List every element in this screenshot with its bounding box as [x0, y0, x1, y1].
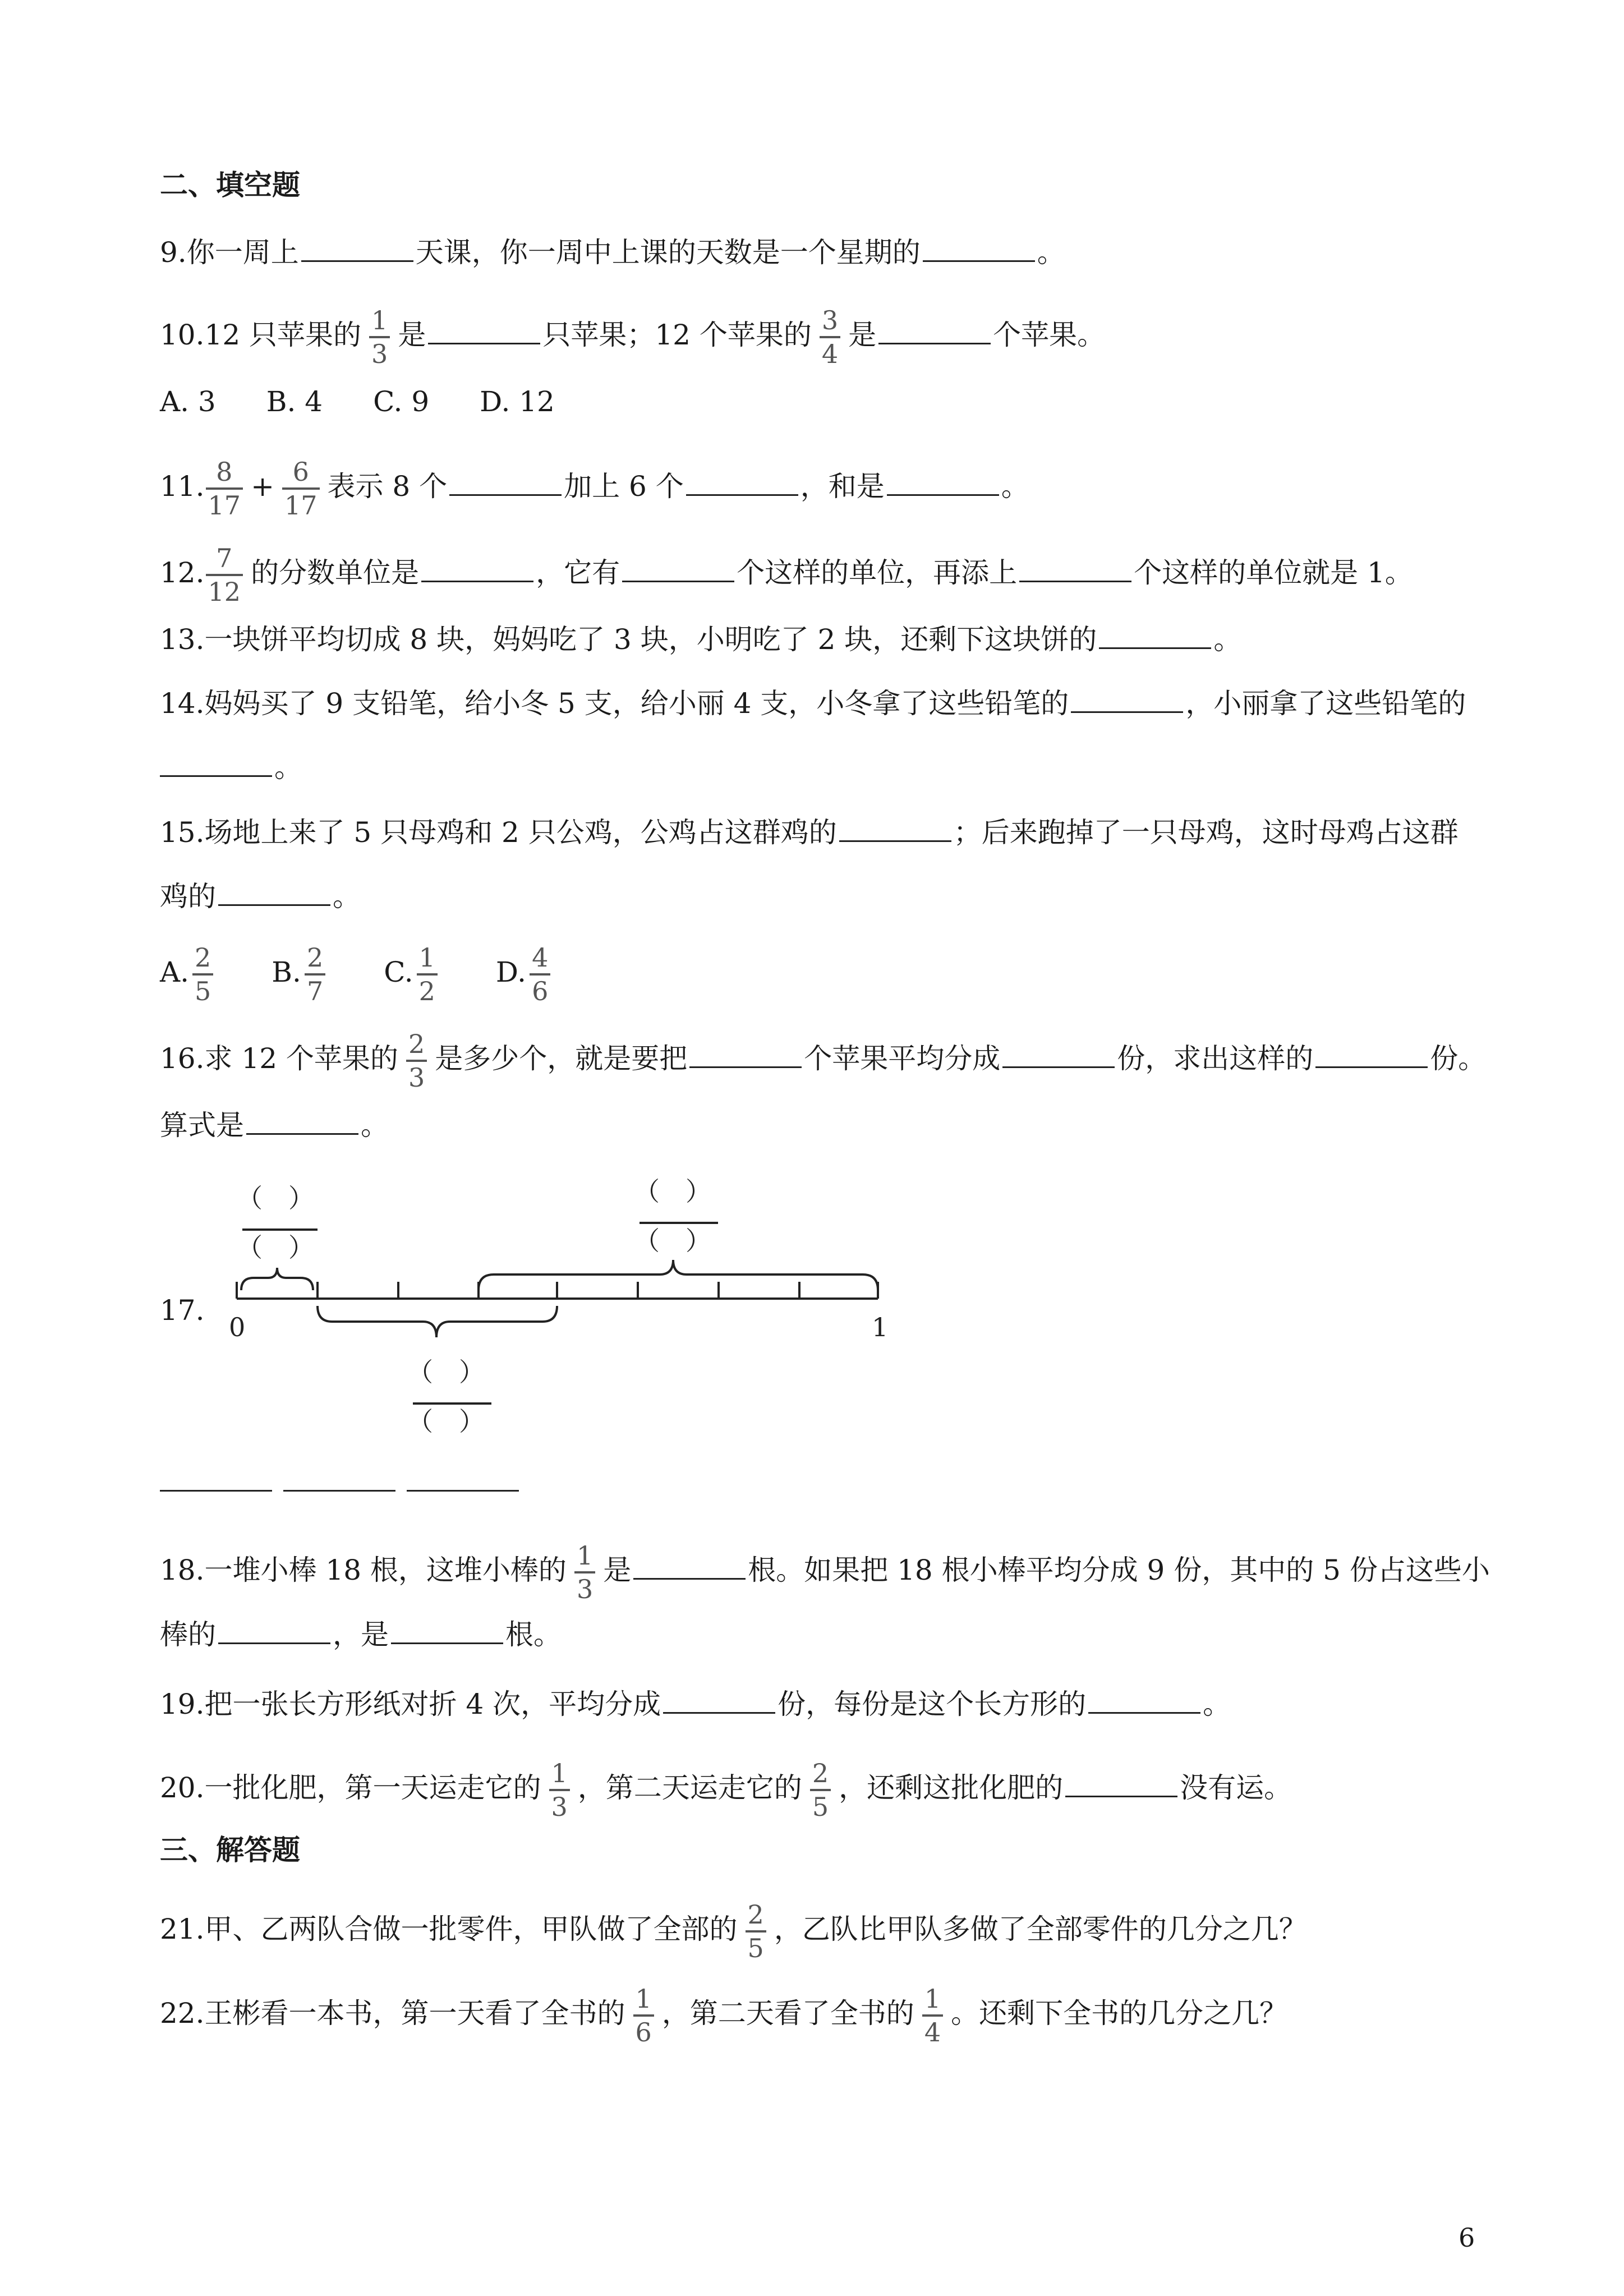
paren-numerator: （ ） — [634, 1176, 711, 1207]
q21-text-a: 21.甲、乙两队合做一批零件，甲队做了全部的 — [160, 1913, 738, 1945]
axis-label-one: 1 — [872, 1312, 889, 1342]
option-b — [272, 942, 333, 1006]
q9-text-b: 天课，你一周中上课的天数是一个星期的 — [415, 236, 921, 269]
answer-blank[interactable] — [689, 1041, 802, 1068]
answer-blank[interactable] — [301, 234, 413, 262]
q11-text-a: 11. — [160, 470, 205, 503]
option-c: C. 9 — [373, 385, 430, 418]
q12-text-b: 的分数单位是 — [251, 556, 420, 589]
fraction — [282, 457, 320, 521]
paren-denominator: （ ） — [407, 1406, 485, 1437]
q19-text-c: 。 — [1203, 1688, 1231, 1720]
q12-text-d: 个这样的单位，再添上 — [737, 556, 1018, 589]
denominator: 3 — [408, 1062, 425, 1093]
answer-blank[interactable] — [633, 1552, 746, 1580]
q20-text-a: 20.一批化肥，第一天运走它的 — [160, 1772, 541, 1804]
plus-sign: + — [251, 470, 274, 503]
q18-text-a: 18.一堆小棒 18 根，这堆小棒的 — [160, 1554, 567, 1586]
denominator: 12 — [208, 577, 241, 607]
denominator: 4 — [924, 2017, 941, 2047]
question-20 — [160, 1760, 1484, 1820]
q13-text-b: 。 — [1213, 623, 1242, 656]
q15-text-c: 鸡的 — [160, 880, 216, 913]
numerator: 1 — [576, 1540, 594, 1571]
denominator: 2 — [418, 976, 435, 1006]
q10-text-e: 个苹果。 — [993, 319, 1106, 351]
answer-blank[interactable] — [1002, 1041, 1115, 1068]
numerator: 2 — [408, 1029, 425, 1059]
option-a — [160, 942, 221, 1006]
q21-text-b: ，乙队比甲队多做了全部零件的几分之几？ — [774, 1913, 1307, 1945]
q16-text-a: 16.求 12 个苹果的 — [160, 1042, 398, 1075]
fraction-bar — [305, 973, 325, 976]
fraction-bar — [922, 2014, 943, 2017]
option-label: C. — [384, 956, 413, 988]
denominator: 6 — [635, 2017, 652, 2047]
fraction-bar — [206, 574, 243, 576]
q10-text-d: 是 — [848, 319, 877, 351]
q11-text-d: ，和是 — [800, 470, 885, 503]
fraction-bar — [820, 336, 840, 338]
question-11 — [160, 457, 1484, 521]
fraction — [192, 942, 213, 1006]
fraction-bar — [530, 973, 550, 976]
option-a: A. 3 — [160, 385, 216, 418]
answer-blank[interactable] — [421, 555, 533, 582]
question-15 — [160, 815, 1484, 849]
fraction — [922, 1986, 943, 2045]
q14-text-b: ，小丽拿了这些铅笔的 — [1185, 687, 1466, 720]
numerator: 1 — [418, 942, 435, 973]
fraction — [810, 1760, 831, 1820]
numerator: 3 — [821, 305, 839, 335]
denominator: 3 — [371, 339, 388, 369]
answer-blank[interactable] — [1315, 1041, 1428, 1068]
answer-blank[interactable] — [1071, 685, 1183, 713]
numerator: 2 — [306, 942, 324, 973]
q19-text-a: 19.把一张长方形纸对折 4 次，平均分成 — [160, 1688, 661, 1720]
q12-text-a: 12. — [160, 556, 205, 589]
question-15-cont — [160, 878, 1484, 913]
answer-blank[interactable] — [1019, 555, 1131, 582]
option-label: B. — [272, 956, 301, 988]
question-17-answers — [160, 1464, 1484, 1499]
q22-text-b: ，第二天看了全书的 — [661, 1997, 914, 2030]
numerator: 1 — [371, 305, 388, 335]
numerator: 6 — [292, 457, 309, 487]
answer-blank[interactable] — [218, 878, 330, 906]
option-d: D. 12 — [480, 385, 555, 418]
q16-text-d: 份，求出这样的 — [1117, 1042, 1314, 1075]
fraction-bar — [406, 1060, 427, 1062]
answer-blank[interactable] — [246, 1107, 358, 1135]
denominator: 17 — [284, 490, 318, 521]
answer-blank[interactable] — [923, 234, 1035, 262]
fraction — [417, 942, 438, 1006]
q22-text-a: 22.王彬看一本书，第一天看了全书的 — [160, 1997, 625, 2030]
option-b: B. 4 — [266, 385, 323, 418]
paren-denominator: （ ） — [237, 1232, 314, 1263]
question-17-label: 17. — [160, 1294, 205, 1327]
question-14 — [160, 685, 1484, 720]
numerator: 2 — [747, 1899, 764, 1930]
fraction — [574, 1540, 595, 1604]
q15-text-b: ；后来跑掉了一只母鸡，这时母鸡占这群 — [953, 816, 1459, 849]
option-c — [384, 942, 445, 1006]
question-18-cont — [160, 1617, 1484, 1651]
q18-text-b: 是 — [603, 1554, 632, 1586]
answer-blank[interactable] — [663, 1686, 775, 1714]
question-16 — [160, 1029, 1487, 1093]
q15-text-d: 。 — [333, 880, 361, 913]
numerator: 7 — [216, 543, 233, 573]
question-16-cont — [160, 1107, 1484, 1142]
answer-blank[interactable] — [1065, 1770, 1177, 1797]
denominator: 5 — [195, 976, 211, 1006]
fraction-bar — [192, 973, 213, 976]
question-10-options — [160, 385, 1484, 418]
q11-text-b: 表示 8 个 — [327, 470, 448, 503]
section-heading-fill-blank: 二、填空题 — [160, 169, 300, 201]
q20-text-c: ，还剩这批化肥的 — [839, 1772, 1064, 1804]
answer-blank[interactable] — [160, 749, 272, 777]
fraction-bar — [810, 1789, 831, 1791]
numerator: 1 — [551, 1758, 568, 1788]
paren-numerator: （ ） — [407, 1357, 485, 1387]
q18-text-c: 根。如果把 18 根小棒平均分成 9 份，其中的 5 份占这些小 — [748, 1554, 1490, 1586]
answer-blank[interactable] — [283, 1464, 395, 1492]
fraction-bar — [206, 487, 243, 490]
question-13 — [160, 622, 1484, 656]
option-d — [495, 942, 558, 1006]
q10-text-c: 只苹果；12 个苹果的 — [542, 319, 812, 351]
fraction-bar — [746, 1930, 766, 1932]
fraction-bar — [549, 1789, 570, 1791]
answer-blank[interactable] — [428, 317, 540, 344]
fraction-bar — [633, 2014, 654, 2017]
fraction — [820, 307, 840, 367]
denominator: 5 — [747, 1933, 764, 1963]
q12-text-c: ，它有 — [536, 556, 620, 589]
brace-top-span — [479, 1260, 878, 1290]
fraction-bar — [369, 336, 390, 338]
fraction — [746, 1899, 766, 1963]
q16-text-b: 是多少个，就是要把 — [435, 1042, 688, 1075]
answer-blank[interactable] — [1099, 622, 1211, 649]
fraction-bar — [282, 487, 320, 490]
fraction — [633, 1986, 654, 2045]
numerator: 2 — [812, 1758, 829, 1788]
question-19 — [160, 1686, 1484, 1721]
denominator: 7 — [306, 976, 324, 1006]
answer-blank[interactable] — [391, 1617, 503, 1644]
denominator: 3 — [576, 1574, 594, 1604]
question-21 — [160, 1899, 1484, 1963]
q11-text-e: 。 — [1001, 470, 1029, 503]
fraction — [406, 1031, 427, 1091]
brace-first-segment — [241, 1268, 313, 1290]
fraction — [530, 942, 550, 1006]
axis-label-zero: 0 — [229, 1312, 246, 1342]
numerator: 8 — [216, 457, 233, 487]
q19-text-b: 份，每份是这个长方形的 — [778, 1688, 1087, 1720]
q15-text-a: 15.场地上来了 5 只母鸡和 2 只公鸡，公鸡占这群鸡的 — [160, 816, 837, 849]
q16-text-f: 算式是 — [160, 1109, 244, 1142]
denominator: 3 — [551, 1792, 568, 1822]
answer-blank[interactable] — [686, 468, 798, 496]
numerator: 1 — [924, 1984, 941, 2014]
fraction — [369, 307, 390, 367]
q18-text-f: 根。 — [505, 1618, 562, 1651]
q13-text-a: 13.一块饼平均切成 8 块，妈妈吃了 3 块，小明吃了 2 块，还剩下这块饼的 — [160, 623, 1097, 656]
question-22 — [160, 1986, 1484, 2045]
answer-blank[interactable] — [887, 468, 999, 496]
denominator: 5 — [812, 1792, 829, 1822]
option-label: A. — [160, 956, 190, 988]
answer-blank[interactable] — [878, 317, 991, 344]
answer-blank[interactable] — [218, 1617, 330, 1644]
q11-text-c: 加上 6 个 — [564, 470, 684, 503]
denominator: 4 — [821, 339, 839, 369]
q22-text-c: 。还剩下全书的几分之几？ — [951, 1997, 1288, 2030]
answer-blank[interactable] — [449, 468, 562, 496]
numerator: 1 — [635, 1984, 652, 2014]
answer-blank[interactable] — [1088, 1686, 1200, 1714]
q9-text-a: 9.你一周上 — [160, 236, 299, 269]
q18-text-d: 棒的 — [160, 1618, 216, 1651]
q20-text-b: ，第二天运走它的 — [577, 1772, 802, 1804]
question-12 — [160, 545, 1484, 605]
q20-text-d: 没有运。 — [1180, 1772, 1292, 1804]
answer-blank[interactable] — [839, 815, 951, 842]
answer-blank[interactable] — [407, 1464, 519, 1492]
answer-blank[interactable] — [160, 1464, 272, 1492]
question-18 — [160, 1540, 1490, 1604]
question-15-options — [160, 942, 1484, 1006]
fraction — [206, 545, 243, 605]
q18-text-e: ，是 — [333, 1618, 389, 1651]
fraction-bar — [574, 1571, 595, 1573]
numerator: 4 — [532, 942, 549, 973]
denominator: 17 — [208, 490, 241, 521]
page-number: 6 — [1459, 2223, 1475, 2253]
question-9 — [160, 234, 1484, 269]
fraction — [305, 942, 325, 1006]
paren-numerator: （ ） — [237, 1183, 314, 1213]
q14-text-a: 14.妈妈买了 9 支铅笔，给小冬 5 支，给小丽 4 支，小冬拿了这些铅笔的 — [160, 687, 1069, 720]
option-label: D. — [495, 956, 527, 988]
q16-text-c: 个苹果平均分成 — [804, 1042, 1001, 1075]
fraction — [549, 1760, 570, 1820]
fraction-bar — [417, 973, 438, 976]
fraction — [206, 457, 243, 521]
section-heading-answer: 三、解答题 — [160, 1834, 300, 1866]
q16-text-g: 。 — [361, 1109, 389, 1142]
question-14-cont — [160, 749, 1484, 784]
q10-text-a: 10.12 只苹果的 — [160, 319, 362, 351]
question-10 — [160, 307, 1484, 367]
q16-text-e: 份。 — [1430, 1042, 1487, 1075]
paren-denominator: （ ） — [634, 1226, 711, 1256]
q9-text-c: 。 — [1037, 236, 1065, 269]
denominator: 6 — [532, 976, 549, 1006]
q12-text-e: 个这样的单位就是 1。 — [1134, 556, 1413, 589]
q14-text-c: 。 — [274, 751, 302, 784]
answer-blank[interactable] — [622, 555, 734, 582]
numerator: 2 — [195, 942, 211, 973]
q10-text-b: 是 — [398, 319, 426, 351]
